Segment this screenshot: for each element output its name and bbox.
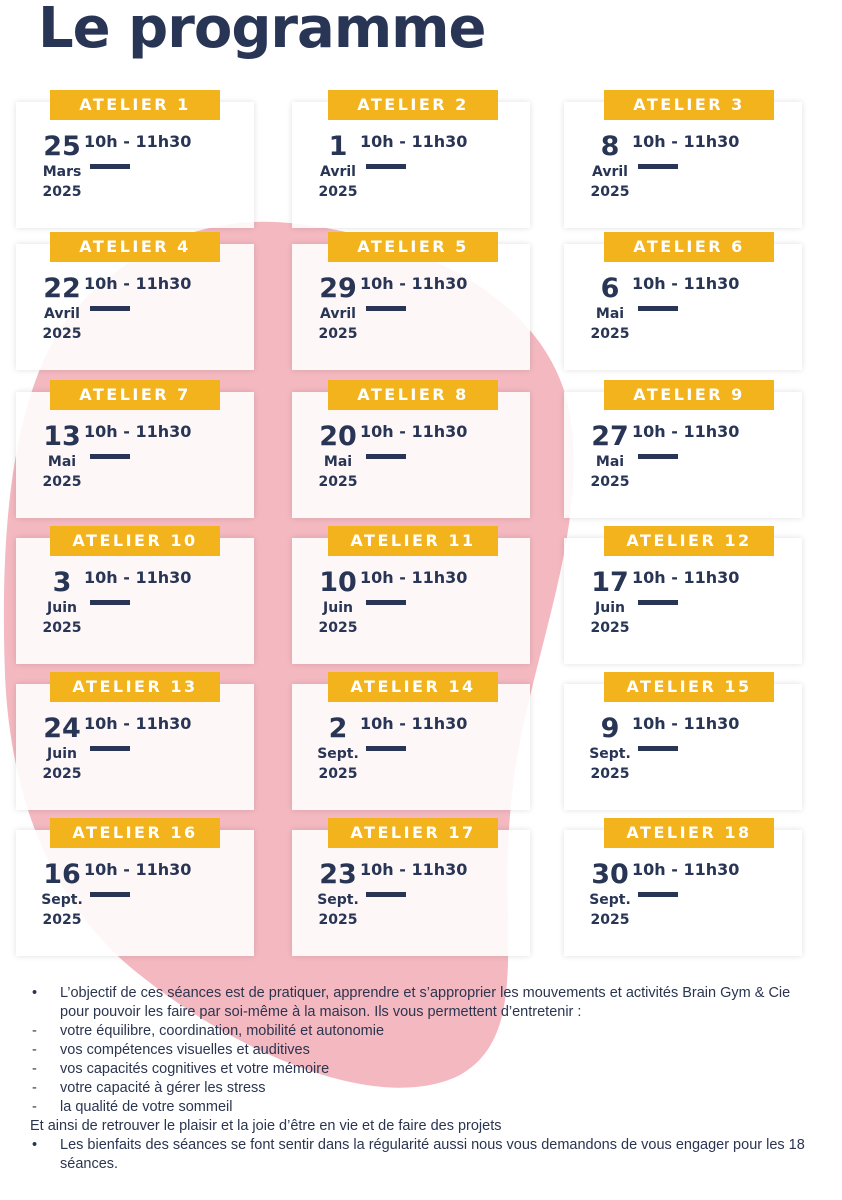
workshop-card xyxy=(292,237,530,370)
final-text: Les bienfaits des séances se font sentir dans la régularité aussi nous vous demandons de vous engager pour les 18 séances. xyxy=(60,1137,805,1172)
workshop-label: ATELIER 12 xyxy=(604,526,774,556)
benefit-item xyxy=(30,1060,810,1079)
workshop-card xyxy=(564,677,802,810)
workshop-date xyxy=(580,860,640,930)
workshop-time: 10h - 11h30 xyxy=(632,860,740,879)
workshop-month: Avril xyxy=(44,306,80,322)
workshop-month: Avril xyxy=(320,306,356,322)
workshop-card xyxy=(564,385,802,518)
benefit-item xyxy=(30,1022,810,1041)
workshop-card xyxy=(564,95,802,228)
workshop-date xyxy=(32,568,92,638)
time-underline xyxy=(366,892,406,897)
workshop-time: 10h - 11h30 xyxy=(360,714,468,733)
workshop-card xyxy=(292,531,530,664)
workshop-date xyxy=(308,132,368,202)
workshop-year: 2025 xyxy=(318,474,358,490)
benefit-text: la qualité de votre sommeil xyxy=(60,1099,233,1115)
workshop-label: ATELIER 8 xyxy=(328,380,498,410)
workshop-label: ATELIER 18 xyxy=(604,818,774,848)
workshop-date xyxy=(308,860,368,930)
time-underline xyxy=(638,600,678,605)
workshop-day: 2 xyxy=(328,713,348,744)
time-underline xyxy=(90,600,130,605)
workshop-date xyxy=(32,714,92,784)
workshop-date xyxy=(580,714,640,784)
workshop-day: 3 xyxy=(52,567,72,598)
workshop-label: ATELIER 1 xyxy=(50,90,220,120)
workshop-time: 10h - 11h30 xyxy=(632,274,740,293)
benefit-text: vos capacités cognitives et votre mémoire xyxy=(60,1061,330,1077)
workshop-month: Juin xyxy=(47,600,77,616)
workshop-day: 27 xyxy=(591,421,629,452)
time-underline xyxy=(366,454,406,459)
workshop-year: 2025 xyxy=(318,766,358,782)
workshop-month: Avril xyxy=(592,164,628,180)
benefit-item xyxy=(30,1079,810,1098)
workshop-day: 29 xyxy=(319,273,357,304)
time-underline xyxy=(638,892,678,897)
workshop-year: 2025 xyxy=(42,474,82,490)
time-underline xyxy=(90,892,130,897)
workshop-label: ATELIER 16 xyxy=(50,818,220,848)
final-bullet xyxy=(30,1136,810,1174)
workshop-card xyxy=(564,823,802,956)
workshop-day: 1 xyxy=(328,131,348,162)
workshop-year: 2025 xyxy=(590,474,630,490)
workshop-date xyxy=(308,568,368,638)
workshop-label: ATELIER 3 xyxy=(604,90,774,120)
workshop-label: ATELIER 4 xyxy=(50,232,220,262)
dash-mark: - xyxy=(32,1023,37,1039)
workshop-card xyxy=(292,385,530,518)
benefit-text: votre capacité à gérer les stress xyxy=(60,1080,266,1096)
program-description xyxy=(30,984,810,1174)
workshop-year: 2025 xyxy=(42,326,82,342)
workshop-year: 2025 xyxy=(318,912,358,928)
workshop-day: 23 xyxy=(319,859,357,890)
workshop-card xyxy=(16,385,254,518)
workshop-day: 9 xyxy=(600,713,620,744)
workshop-year: 2025 xyxy=(590,766,630,782)
time-underline xyxy=(366,164,406,169)
workshop-year: 2025 xyxy=(318,326,358,342)
workshop-date xyxy=(32,860,92,930)
workshop-month: Sept. xyxy=(317,746,359,762)
time-underline xyxy=(638,746,678,751)
workshop-time: 10h - 11h30 xyxy=(632,132,740,151)
workshop-label: ATELIER 5 xyxy=(328,232,498,262)
workshop-month: Juin xyxy=(47,746,77,762)
workshop-time: 10h - 11h30 xyxy=(632,714,740,733)
workshop-day: 10 xyxy=(319,567,357,598)
workshop-month: Sept. xyxy=(317,892,359,908)
workshop-month: Juin xyxy=(323,600,353,616)
workshop-time: 10h - 11h30 xyxy=(632,422,740,441)
workshop-time: 10h - 11h30 xyxy=(84,714,192,733)
workshop-year: 2025 xyxy=(42,620,82,636)
workshop-day: 30 xyxy=(591,859,629,890)
workshop-card xyxy=(16,823,254,956)
workshop-date xyxy=(308,714,368,784)
workshop-card xyxy=(292,95,530,228)
time-underline xyxy=(90,164,130,169)
intro-bullet xyxy=(30,984,810,1022)
workshop-date xyxy=(580,274,640,344)
intro-text: L’objectif de ces séances est de pratiquer, apprendre et s’approprier les mouvements et activités Brain Gym & Cie pour pouvoir les faire par soi-même à la maison. Ils vous permettent d’entretenir : xyxy=(60,985,791,1020)
time-underline xyxy=(638,454,678,459)
workshop-date xyxy=(32,274,92,344)
closing-line xyxy=(30,1117,810,1136)
workshop-card xyxy=(564,531,802,664)
workshop-day: 6 xyxy=(600,273,620,304)
workshop-time: 10h - 11h30 xyxy=(360,568,468,587)
workshop-month: Sept. xyxy=(589,892,631,908)
workshop-time: 10h - 11h30 xyxy=(360,132,468,151)
benefit-item xyxy=(30,1041,810,1060)
workshop-label: ATELIER 6 xyxy=(604,232,774,262)
workshop-year: 2025 xyxy=(590,620,630,636)
workshop-time: 10h - 11h30 xyxy=(84,568,192,587)
workshop-card xyxy=(16,95,254,228)
workshop-label: ATELIER 9 xyxy=(604,380,774,410)
workshop-year: 2025 xyxy=(590,912,630,928)
workshop-month: Mai xyxy=(595,454,625,470)
dash-mark: - xyxy=(32,1080,37,1096)
workshop-label: ATELIER 11 xyxy=(328,526,498,556)
time-underline xyxy=(638,306,678,311)
workshop-label: ATELIER 2 xyxy=(328,90,498,120)
workshop-date xyxy=(32,132,92,202)
workshop-time: 10h - 11h30 xyxy=(360,422,468,441)
time-underline xyxy=(90,746,130,751)
time-underline xyxy=(90,454,130,459)
workshop-day: 17 xyxy=(591,567,629,598)
workshop-date xyxy=(580,132,640,202)
workshop-year: 2025 xyxy=(42,184,82,200)
dash-mark: - xyxy=(32,1061,37,1077)
workshop-card xyxy=(16,677,254,810)
time-underline xyxy=(366,600,406,605)
workshop-year: 2025 xyxy=(590,184,630,200)
workshop-card xyxy=(292,823,530,956)
workshop-label: ATELIER 7 xyxy=(50,380,220,410)
workshop-month: Sept. xyxy=(41,892,83,908)
workshop-card xyxy=(564,237,802,370)
workshop-date xyxy=(580,568,640,638)
time-underline xyxy=(90,306,130,311)
workshop-time: 10h - 11h30 xyxy=(632,568,740,587)
workshop-month: Mai xyxy=(323,454,353,470)
workshop-day: 22 xyxy=(43,273,81,304)
workshop-day: 16 xyxy=(43,859,81,890)
workshop-label: ATELIER 13 xyxy=(50,672,220,702)
workshop-card xyxy=(16,531,254,664)
workshop-card xyxy=(16,237,254,370)
workshop-day: 13 xyxy=(43,421,81,452)
workshop-month: Sept. xyxy=(589,746,631,762)
benefit-text: votre équilibre, coordination, mobilité et autonomie xyxy=(60,1023,385,1039)
workshop-day: 25 xyxy=(43,131,81,162)
workshop-year: 2025 xyxy=(42,766,82,782)
dash-mark: - xyxy=(32,1099,37,1115)
workshop-time: 10h - 11h30 xyxy=(84,132,192,151)
workshop-year: 2025 xyxy=(318,620,358,636)
workshop-label: ATELIER 10 xyxy=(50,526,220,556)
workshop-year: 2025 xyxy=(318,184,358,200)
workshop-date xyxy=(308,274,368,344)
bullet-mark: • xyxy=(32,1137,38,1153)
workshop-month: Mai xyxy=(595,306,625,322)
workshop-month: Mai xyxy=(47,454,77,470)
workshop-card xyxy=(292,677,530,810)
time-underline xyxy=(366,306,406,311)
workshop-day: 8 xyxy=(600,131,620,162)
workshop-month: Avril xyxy=(320,164,356,180)
workshop-label: ATELIER 14 xyxy=(328,672,498,702)
time-underline xyxy=(366,746,406,751)
workshop-year: 2025 xyxy=(42,912,82,928)
dash-mark: - xyxy=(32,1042,37,1058)
workshop-time: 10h - 11h30 xyxy=(84,274,192,293)
time-underline xyxy=(638,164,678,169)
benefit-item xyxy=(30,1098,810,1117)
workshop-day: 24 xyxy=(43,713,81,744)
workshop-label: ATELIER 17 xyxy=(328,818,498,848)
benefit-text: vos compétences visuelles et auditives xyxy=(60,1042,310,1058)
workshop-month: Juin xyxy=(595,600,625,616)
workshop-year: 2025 xyxy=(590,326,630,342)
workshop-time: 10h - 11h30 xyxy=(84,860,192,879)
bullet-mark: • xyxy=(32,985,38,1001)
workshop-date xyxy=(32,422,92,492)
page-title: Le programme xyxy=(38,0,486,61)
workshop-month: Mars xyxy=(42,164,82,180)
workshop-time: 10h - 11h30 xyxy=(360,274,468,293)
workshop-date xyxy=(580,422,640,492)
workshop-time: 10h - 11h30 xyxy=(84,422,192,441)
workshop-label: ATELIER 15 xyxy=(604,672,774,702)
workshop-date xyxy=(308,422,368,492)
workshop-time: 10h - 11h30 xyxy=(360,860,468,879)
closing-text: Et ainsi de retrouver le plaisir et la joie d’être en vie et de faire des projets xyxy=(30,1118,502,1134)
workshop-day: 20 xyxy=(319,421,357,452)
